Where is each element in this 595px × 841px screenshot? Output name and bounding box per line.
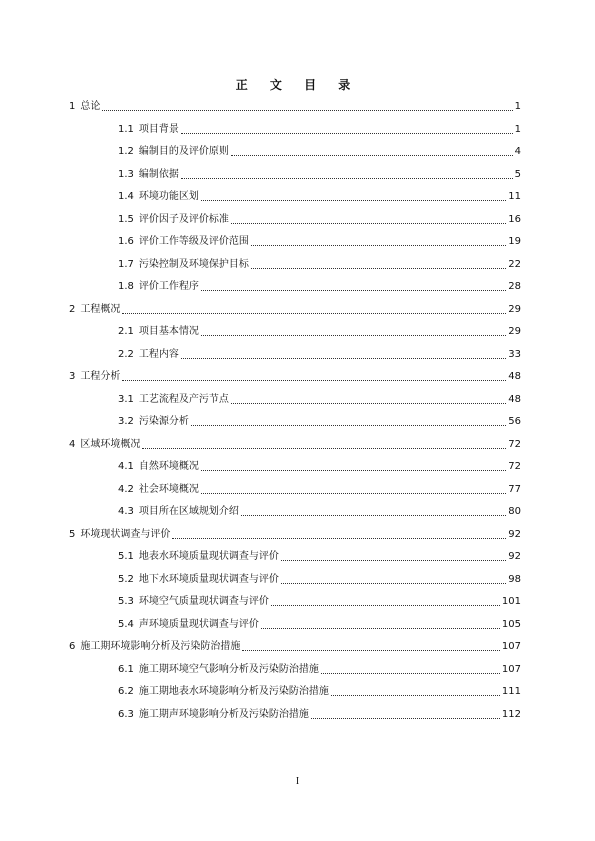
toc-entry-page: 33 (508, 348, 521, 360)
toc-entry-page: 112 (501, 708, 521, 720)
toc-entry-number: 1.2 (118, 146, 134, 157)
toc-entry-title: 自然环境概况 (138, 461, 199, 472)
toc-section-entry[interactable] (118, 593, 521, 609)
toc-entry-number: 4.1 (118, 461, 134, 472)
toc-section-entry[interactable] (118, 413, 521, 429)
toc-entry-page: 72 (508, 461, 521, 472)
toc-entry-title: 总论 (80, 101, 101, 112)
dot-leader (231, 222, 506, 224)
toc-entry-number: 6.3 (118, 708, 134, 720)
toc-entry-page: 48 (508, 393, 521, 405)
toc-entry-number: 1 (69, 101, 76, 112)
toc-entry-page: 111 (501, 686, 521, 697)
toc-entry-page: 16 (508, 213, 521, 225)
toc-entry-title: 地下水环境质量现状调查与评价 (138, 573, 279, 585)
toc-entry-page: 77 (508, 483, 521, 495)
toc-entry-title: 工程概况 (80, 303, 121, 315)
dot-leader (181, 357, 506, 359)
toc-entry-number: 5.2 (118, 573, 134, 585)
toc-entry-page: 48 (508, 371, 521, 382)
toc-entry-page: 28 (508, 281, 521, 292)
toc-entry-title: 声环境质量现状调查与评价 (138, 618, 259, 630)
toc-section-entry[interactable] (118, 121, 521, 137)
toc-entry-title: 环境现状调查与评价 (80, 528, 171, 540)
toc-entry-page: 4 (514, 146, 521, 157)
toc-entry-page: 19 (508, 236, 521, 247)
toc-section-entry[interactable] (118, 188, 521, 204)
toc-entry-title: 评价工作程序 (138, 281, 199, 292)
toc-entry-title: 项目所在区域规划介绍 (138, 506, 239, 517)
toc-entry-title: 施工期环境影响分析及污染防治措施 (80, 641, 241, 652)
toc-entry-number: 4.3 (118, 506, 134, 517)
toc-chapter-entry[interactable] (69, 98, 521, 114)
toc-section-entry[interactable] (118, 571, 521, 587)
dot-leader (201, 492, 506, 494)
dot-leader (201, 469, 506, 471)
toc-entry-page: 92 (508, 551, 521, 562)
toc-section-entry[interactable] (118, 616, 521, 632)
toc-section-entry[interactable] (118, 166, 521, 182)
toc-entry-page: 1 (514, 101, 521, 112)
toc-entry-number: 3.2 (118, 416, 134, 427)
toc-entry-page: 1 (514, 123, 521, 135)
toc-entry-page: 105 (501, 618, 521, 630)
toc-entry-page: 29 (508, 326, 521, 337)
toc-entry-title: 地表水环境质量现状调查与评价 (138, 551, 279, 562)
toc-entry-number: 1.8 (118, 281, 134, 292)
dot-leader (251, 244, 506, 246)
dot-leader (281, 559, 506, 561)
toc-section-entry[interactable] (118, 278, 521, 294)
dot-leader (242, 649, 500, 651)
toc-section-entry[interactable] (118, 548, 521, 564)
dot-leader (142, 447, 506, 449)
toc-section-entry[interactable] (118, 256, 521, 272)
toc-chapter-entry[interactable] (69, 436, 521, 452)
dot-leader (181, 132, 513, 134)
toc-section-entry[interactable] (118, 661, 521, 677)
toc-entry-title: 环境功能区划 (138, 191, 199, 202)
toc-entry-number: 1.3 (118, 168, 134, 180)
toc-entry-number: 4 (69, 438, 76, 450)
toc-chapter-entry[interactable] (69, 368, 521, 384)
toc-entry-title: 工程内容 (138, 348, 179, 360)
toc-entry-title: 编制依据 (138, 168, 179, 180)
toc-entry-number: 2 (69, 303, 76, 315)
toc-entry-title: 编制目的及评价原则 (138, 146, 229, 157)
toc-entry-number: 4.2 (118, 483, 134, 495)
toc-chapter-entry[interactable] (69, 526, 521, 542)
toc-section-entry[interactable] (118, 323, 521, 339)
toc-entry-title: 项目背景 (138, 123, 179, 135)
toc-entry-number: 2.1 (118, 326, 134, 337)
page-number: I (295, 776, 300, 787)
toc-entry-number: 1.5 (118, 213, 134, 225)
toc-entry-number: 2.2 (118, 348, 134, 360)
toc-section-entry[interactable] (118, 458, 521, 474)
toc-entry-title: 环境空气质量现状调查与评价 (138, 596, 269, 607)
dot-leader (201, 199, 506, 201)
dot-leader (311, 717, 500, 719)
toc-entry-page: 101 (501, 596, 521, 607)
toc-entry-number: 1.1 (118, 123, 134, 135)
dot-leader (271, 604, 500, 606)
toc-entry-number: 3 (69, 371, 76, 382)
toc-entry-title: 评价工作等级及评价范围 (138, 236, 249, 247)
toc-entry-page: 5 (514, 168, 521, 180)
toc-entry-title: 施工期环境空气影响分析及污染防治措施 (138, 663, 319, 675)
toc-entry-page: 72 (508, 438, 521, 450)
dot-leader (191, 424, 506, 426)
dot-leader (122, 312, 506, 314)
toc-entry-number: 5.1 (118, 551, 134, 562)
toc-entry-number: 1.7 (118, 258, 134, 270)
toc-entry-title: 工艺流程及产污节点 (138, 393, 229, 405)
toc-entry-title: 工程分析 (80, 371, 121, 382)
dot-leader (172, 537, 506, 539)
toc-entry-title: 污染源分析 (138, 416, 189, 427)
toc-section-entry[interactable] (118, 233, 521, 249)
dot-leader (181, 177, 513, 179)
toc-entry-page: 80 (508, 506, 521, 517)
dot-leader (231, 402, 506, 404)
toc-entry-number: 1.4 (118, 191, 134, 202)
toc-section-entry[interactable] (118, 346, 521, 362)
toc-entry-number: 1.6 (118, 236, 134, 247)
toc-title: 正 文 目 录 (235, 78, 360, 92)
toc-section-entry[interactable] (118, 143, 521, 159)
dot-leader (201, 289, 506, 291)
toc-entry-number: 5.3 (118, 596, 134, 607)
toc-section-entry[interactable] (118, 211, 521, 227)
dot-leader (122, 379, 506, 381)
dot-leader (281, 582, 506, 584)
toc-entry-title: 评价因子及评价标准 (138, 213, 229, 225)
dot-leader (201, 334, 506, 336)
toc-entry-page: 98 (508, 573, 521, 585)
toc-entry-title: 污染控制及环境保护目标 (138, 258, 249, 270)
dot-leader (331, 694, 500, 696)
toc-entry-page: 29 (508, 303, 521, 315)
dot-leader (251, 267, 506, 269)
toc-entry-title: 施工期地表水环境影响分析及污染防治措施 (138, 686, 329, 697)
toc-entry-number: 3.1 (118, 393, 134, 405)
toc-entry-number: 6.2 (118, 686, 134, 697)
toc-entry-number: 6.1 (118, 663, 134, 675)
toc-entry-number: 5.4 (118, 618, 134, 630)
dot-leader (321, 672, 500, 674)
dot-leader (241, 514, 506, 516)
toc-section-entry[interactable] (118, 391, 521, 407)
toc-section-entry[interactable] (118, 481, 521, 497)
toc-entry-title: 区域环境概况 (80, 438, 141, 450)
toc-entry-number: 6 (69, 641, 76, 652)
toc-entry-page: 107 (501, 663, 521, 675)
toc-entry-number: 5 (69, 528, 76, 540)
toc-chapter-entry[interactable] (69, 301, 521, 317)
toc-entry-title: 施工期声环境影响分析及污染防治措施 (138, 708, 309, 720)
toc-section-entry[interactable] (118, 706, 521, 722)
dot-leader (102, 109, 512, 111)
toc-entry-page: 11 (508, 191, 521, 202)
toc-section-entry[interactable] (118, 683, 521, 699)
toc-entry-page: 56 (508, 416, 521, 427)
toc-chapter-entry[interactable] (69, 638, 521, 654)
dot-leader (261, 627, 500, 629)
toc-entry-page: 22 (508, 258, 521, 270)
toc-entry-page: 92 (508, 528, 521, 540)
toc-section-entry[interactable] (118, 503, 521, 519)
toc-entry-page: 107 (501, 641, 521, 652)
toc-entry-title: 项目基本情况 (138, 326, 199, 337)
toc-entry-title: 社会环境概况 (138, 483, 199, 495)
dot-leader (231, 154, 513, 156)
